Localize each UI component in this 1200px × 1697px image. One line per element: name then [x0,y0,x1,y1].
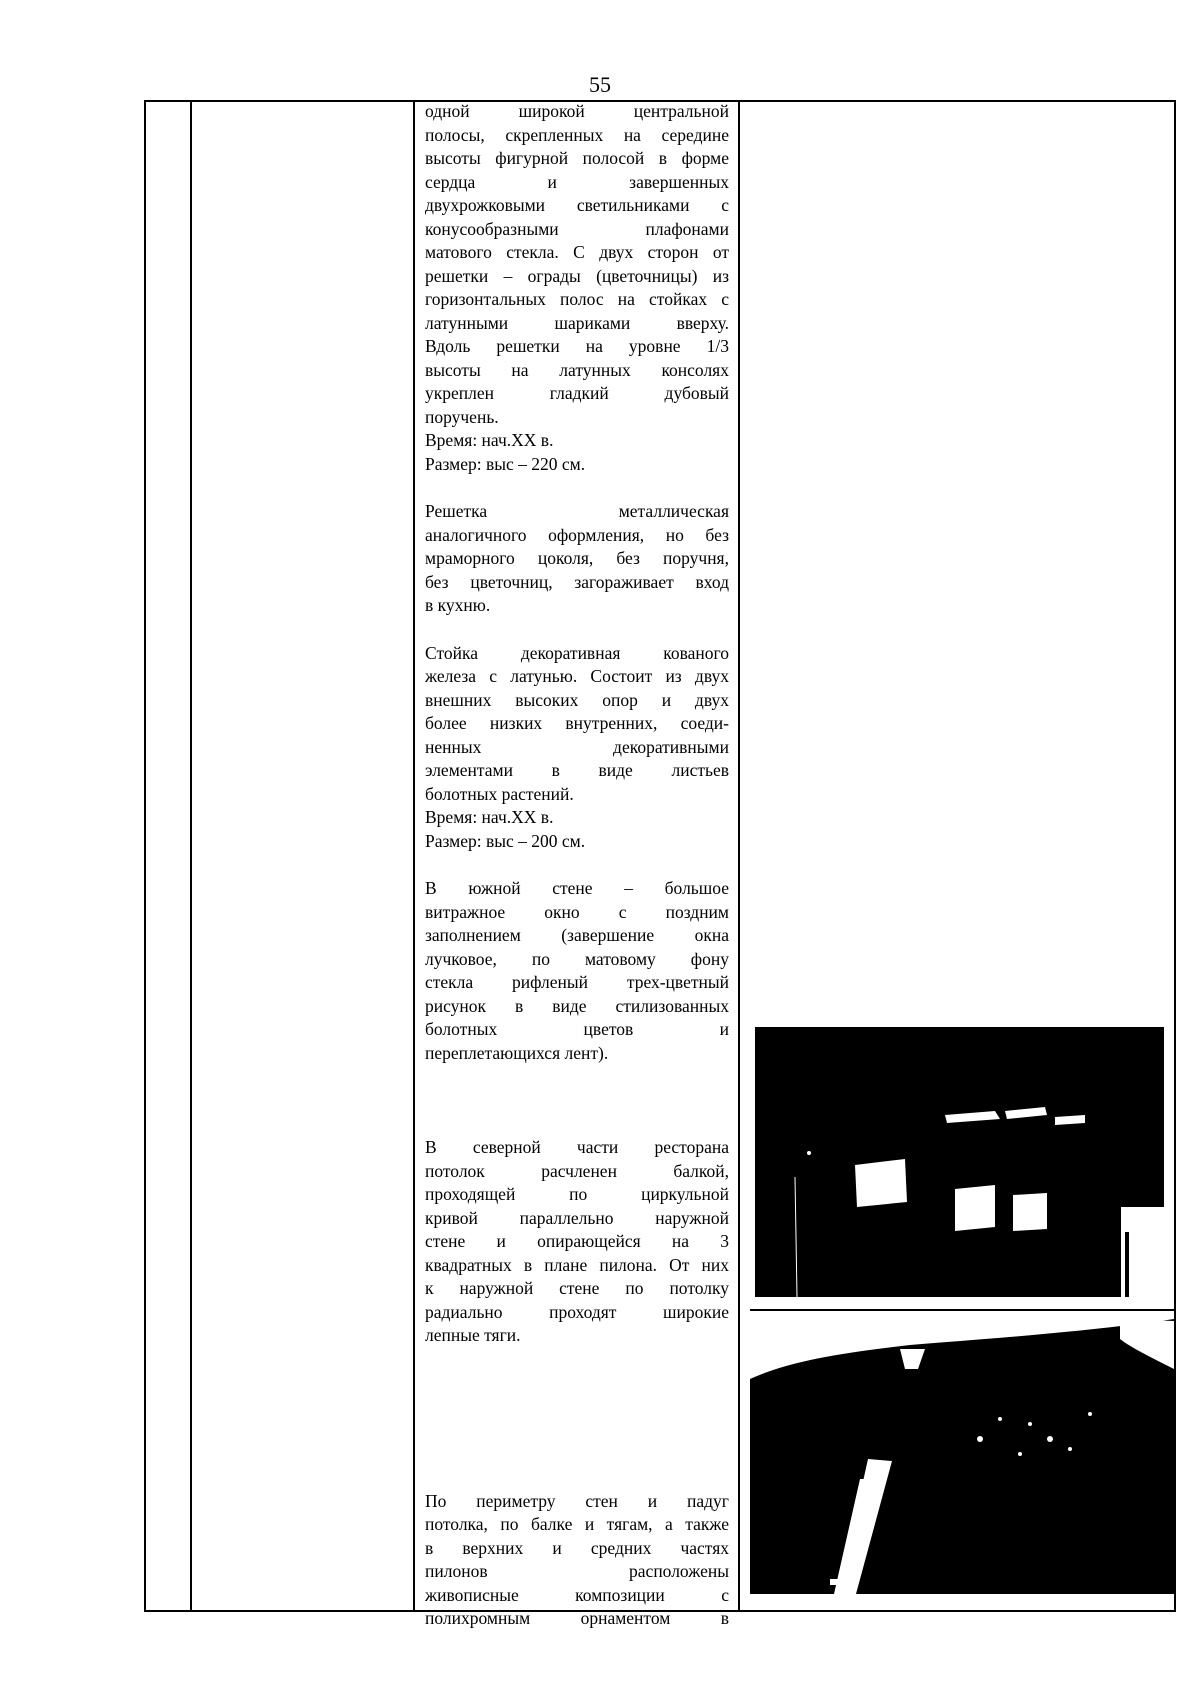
text-line: В северной части ресторана [425,1137,729,1157]
paragraph-kitchen-grille [425,500,729,618]
text-line: Решетка металлическая [425,501,729,521]
text-line: витражное окно с поздним [425,901,729,922]
text-line: стене и опирающейся на 3 [425,1231,729,1251]
size-line: Размер: выс – 200 см. [425,830,586,851]
size-line: Размер: выс – 220 см. [425,453,586,474]
paragraph-north-ceiling-beam [425,1136,729,1348]
paragraph-grille-continued [425,100,729,476]
text-line: лучковое, по матовому фону [425,948,729,969]
text-line: переплетающихся лент). [425,1042,609,1063]
text-line: радиально проходят широкие [425,1301,729,1322]
text-line: двухрожковыми светильниками с [425,195,729,215]
table-divider-1 [190,100,192,1612]
text-line: потолка, по балке и тягам, а также [425,1514,729,1534]
table-divider-3 [738,100,740,1612]
text-line: мраморного цоколя, без поручня, [425,548,729,568]
text-line: рисунок в виде стилизованных [425,995,729,1016]
text-line: лепные тяги. [425,1325,521,1345]
photo-ceiling-pylon [750,1309,1174,1594]
text-line: высоты на латунных консолях [425,359,729,380]
paragraph-decorative-stand [425,642,729,854]
text-line: конусообразными плафонами [425,218,729,239]
text-line: укреплен гладкий дубовый [425,383,729,403]
photo-window-icon [755,1027,1164,1297]
text-line: аналогичного оформления, но без [425,524,729,545]
text-line: Стойка декоративная кованого [425,642,729,663]
text-line: живописные композиции с [425,1584,729,1605]
paragraph-perimeter-paintings [425,1490,729,1631]
text-line: сердца и завершенных [425,171,729,192]
text-line: По периметру стен и падуг [425,1490,729,1511]
time-line: Время: нач.XX в. [425,430,554,450]
text-line: ненных декоративными [425,736,729,757]
text-line: болотных растений. [425,783,574,804]
text-line: поручень. [425,406,499,427]
text-line: элементами в виде листьев [425,760,729,780]
text-line: проходящей по циркульной [425,1184,729,1204]
page-number: 55 [589,72,611,97]
text-line: более низких внутренних, соеди- [425,713,729,733]
text-line: пилонов расположены [425,1561,729,1581]
text-line: к наружной стене по потолку [425,1278,729,1298]
text-line: железа с латунью. Состоит из двух [425,666,729,686]
text-line: Вдоль решетки на уровне 1/3 [425,336,729,356]
text-line: латунными шариками вверху. [425,312,729,333]
text-line: внешних высоких опор и двух [425,689,729,710]
description-column [425,100,729,1631]
text-line: стекла рифленый трех-цветный [425,972,729,992]
text-line: в кухню. [425,595,491,615]
text-line: горизонтальных полос на стойках с [425,289,729,309]
text-line: одной широкой центральной [425,101,729,121]
text-line: потолок расчленен балкой, [425,1160,729,1181]
text-line: болотных цветов и [425,1019,729,1039]
text-line: решетки – ограды (цветочницы) из [425,265,729,286]
time-line: Время: нач.XX в. [425,807,554,827]
photo-pylon-icon [750,1309,1174,1594]
text-line: полосы, скрепленных на середине [425,124,729,145]
text-line: полихромным орнаментом в [425,1608,729,1628]
text-line: кривой параллельно наружной [425,1207,729,1228]
photo-window-interior [755,1027,1164,1297]
text-line: матового стекла. С двух сторон от [425,242,729,262]
text-line: квадратных в плане пилона. От них [425,1254,729,1275]
paragraph-south-wall-window [425,877,729,1065]
table-divider-2 [413,100,415,1612]
text-line: без цветочниц, загораживает вход [425,571,729,592]
text-line: заполнением (завершение окна [425,925,729,945]
text-line: В южной стене – большое [425,878,729,898]
text-line: в верхних и средних частях [425,1537,729,1558]
text-line: высоты фигурной полосой в форме [425,148,729,168]
